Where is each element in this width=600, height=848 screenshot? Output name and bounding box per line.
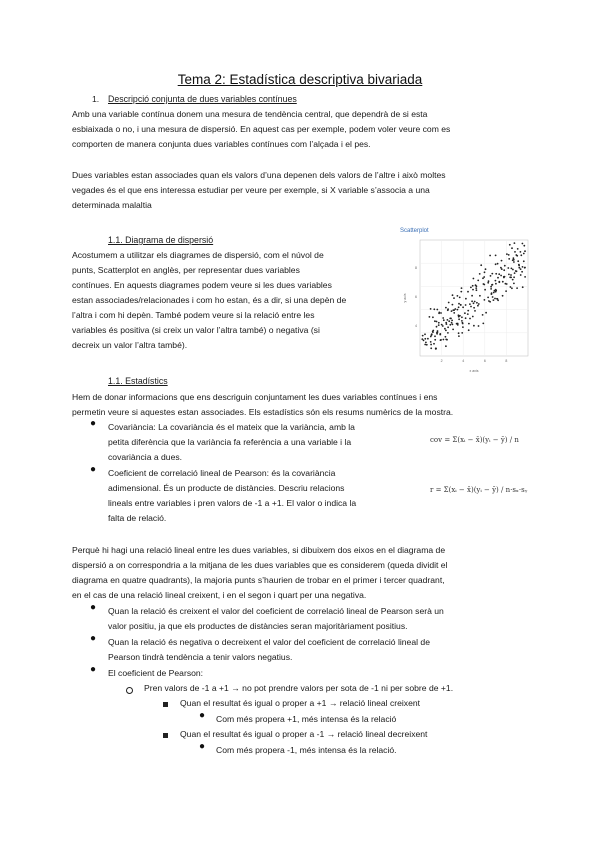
para-line: variables és positiva (si creix un valor l’altra també) o negativa (si [72, 325, 320, 335]
scatter-point [477, 280, 479, 282]
sub-sub-bullet-line: Com més propera -1, més intensa és la relació. [216, 745, 397, 755]
scatter-point [512, 279, 514, 281]
scatter-point [479, 295, 481, 297]
scatter-point [523, 245, 525, 247]
x-tick-label: 6 [483, 359, 486, 363]
scatter-point [505, 290, 507, 292]
scatter-point [480, 264, 482, 266]
scatter-point [510, 286, 512, 288]
scatter-point [472, 316, 474, 318]
scatter-point [451, 320, 453, 322]
scatter-point [443, 339, 445, 341]
scatter-point [520, 251, 522, 253]
scatter-point [523, 260, 525, 262]
para-line: esbiaixada o no, i una mesura de dispersió. En aquest cas per exemple, podem voler veure com es [72, 124, 451, 134]
scatter-point [517, 248, 519, 250]
scatter-point [476, 302, 478, 304]
scatter-point [427, 338, 429, 340]
scatter-point [445, 307, 447, 309]
scatter-point [473, 307, 475, 309]
scatter-point [473, 278, 475, 280]
scatter-point [502, 295, 504, 297]
scatter-point [457, 323, 459, 325]
para-line: diagrama en quatre quadrants), la majoria punts s’haurien de trobar en el primer i tercer quadrant, [72, 575, 445, 585]
scatter-point [524, 276, 526, 278]
scatter-point [459, 297, 461, 299]
scatter-point [444, 328, 446, 330]
y-ticks [415, 266, 417, 328]
para-line: estan associades/relacionades i com ho estan, és a dir, si una depèn de [72, 295, 347, 305]
scatter-point [488, 280, 490, 282]
scatter-point [442, 317, 444, 319]
section-1-heading: Descripció conjunta de dues variables contínues [108, 94, 297, 104]
scatter-point [484, 289, 486, 291]
scatter-point [495, 273, 497, 275]
scatter-point [425, 342, 427, 344]
bullet-line: Quan la relació és creixent el valor del coeficient de correlació lineal de Pearson serà un [108, 606, 444, 616]
scatter-point [514, 251, 516, 253]
scatter-point [458, 335, 460, 337]
scatter-point [520, 274, 522, 276]
sub-bullet-line: Quan el resultat és igual o proper a -1 → relació lineal decreixent [180, 729, 428, 739]
scatter-point [500, 275, 502, 277]
scatter-point [483, 284, 485, 286]
para-line: Amb una variable contínua donem una mesura de tendència central, que dependrà de si esta [72, 109, 428, 119]
section-1-2-heading: 1.1. Estadístics [108, 376, 168, 386]
sub-bullet-line: Quan el resultat és igual o proper a +1 → relació lineal creixent [180, 698, 421, 708]
scatter-point [430, 308, 432, 310]
bullet-icon: ● [90, 633, 97, 644]
scatter-point [467, 291, 469, 293]
scatter-point [452, 309, 454, 311]
scatter-point [429, 316, 431, 318]
scatter-point [478, 303, 480, 305]
scatter-point [501, 260, 503, 262]
scatter-point [431, 333, 433, 335]
scatter-point [492, 296, 494, 298]
scatterplot-title: Scatterplot [400, 228, 429, 234]
para-line: Perquè hi hagi una relació lineal entre les dues variables, si dibuixem dos eixos en el diagrama de [72, 545, 446, 555]
scatter-point [488, 300, 490, 302]
para-line: Hem de donar informacions que ens descriguin conjuntament les dues variables contínues i ens [72, 392, 438, 402]
scatter-point [452, 294, 454, 296]
scatter-point [497, 263, 499, 265]
scatter-point [495, 290, 497, 292]
x-tick-label: 2 [440, 359, 443, 363]
scatter-point [441, 324, 443, 326]
scatter-point [508, 254, 510, 256]
scatter-point [424, 338, 426, 340]
para-line: vegades és el que ens interessa estudiar per veure per exemple, si X variable s’associa a una [72, 185, 430, 195]
scatter-point [434, 320, 436, 322]
scatter-point [424, 344, 426, 346]
scatter-point [447, 319, 449, 321]
scatter-point [471, 300, 473, 302]
scatter-point [512, 259, 514, 261]
scatter-point [505, 283, 507, 285]
scatter-point [476, 289, 478, 291]
y-tick-label: 6 [415, 295, 417, 299]
scatter-point [498, 281, 500, 283]
scatter-point [461, 332, 463, 334]
scatter-point [524, 250, 526, 252]
scatter-point [434, 335, 436, 337]
x-axis-label: x axis [469, 369, 479, 373]
bullet-line: petita diferència que la variància fa referència a una variable i la [108, 437, 352, 447]
scatter-point [430, 347, 432, 349]
bullet-line: El coeficient de Pearson: [108, 668, 204, 678]
para-line: determinada malaltia [72, 200, 152, 210]
scatter-point [493, 299, 495, 301]
scatter-point [517, 260, 519, 262]
scatter-point [432, 316, 434, 318]
scatter-point [436, 326, 438, 328]
scatter-point [511, 287, 513, 289]
scatter-point [451, 322, 453, 324]
scatterplot-svg [398, 224, 532, 374]
scatter-point [508, 274, 510, 276]
y-axis-label: y axis [403, 293, 407, 303]
scatter-point [430, 344, 432, 346]
para-line: dispersió a on correspondria a la mitjana de les dues variables que es considerem (queda dividit el [72, 560, 448, 570]
scatter-point [470, 287, 472, 289]
scatter-point [458, 306, 460, 308]
scatter-point [476, 285, 478, 287]
scatter-point [457, 295, 459, 297]
scatter-point [432, 331, 434, 333]
scatter-point [518, 265, 520, 267]
scatter-point [472, 285, 474, 287]
scatter-point [460, 304, 462, 306]
scatter-point [439, 334, 441, 336]
scatter-point [442, 325, 444, 327]
scatter-point [445, 330, 447, 332]
scatter-point [487, 282, 489, 284]
scatter-point [508, 258, 510, 260]
scatter-point [482, 323, 484, 325]
scatter-point [513, 276, 515, 278]
scatter-point [445, 336, 447, 338]
pearson-formula: r = Σ(xᵢ − x̄)(yᵢ − ȳ) / n·sₓ·sᵧ [430, 486, 528, 494]
scatter-point [523, 253, 525, 255]
scatter-point [465, 304, 467, 306]
scatter-point [503, 269, 505, 271]
scatter-point [502, 281, 504, 283]
scatter-point [438, 322, 440, 324]
scatter-point [446, 339, 448, 341]
scatter-point [498, 273, 500, 275]
scatter-point [504, 276, 506, 278]
scatter-point [421, 338, 423, 340]
scatter-point [452, 329, 454, 331]
scatter-point [522, 243, 524, 245]
scatter-point [468, 323, 470, 325]
scatter-point [440, 312, 442, 314]
hollow-bullet-icon [126, 687, 133, 694]
scatter-point [469, 303, 471, 305]
covariance-formula: cov = Σ(xᵢ − x̄)(yᵢ − ȳ) / n [430, 436, 519, 444]
scatter-point [452, 324, 454, 326]
section-1-1-heading: 1.1. Diagrama de dispersió [108, 235, 214, 245]
scatter-point [484, 271, 486, 273]
bullet-line: lineals entre variables i pren valors de -1 a +1. El valor o indica la [108, 498, 357, 508]
para-line: comporten de manera conjunta dues variables contínues com l’alçada i el pes. [72, 139, 371, 149]
scatter-point [454, 308, 456, 310]
scatter-point [472, 289, 474, 291]
scatter-point [447, 309, 449, 311]
scatter-point [477, 305, 479, 307]
scatter-point [434, 339, 436, 341]
scatter-point [473, 302, 475, 304]
scatter-point [511, 247, 513, 249]
scatter-point [524, 267, 526, 269]
y-tick-label: 8 [415, 266, 417, 270]
para-line: Acostumem a utilitzar els diagrames de dispersió, com el núvol de [72, 250, 324, 260]
scatter-point [512, 269, 514, 271]
scatter-point [465, 298, 467, 300]
para-line: contínues. En aquests diagrames podem veure si les dues variables [72, 280, 332, 290]
scatter-point [482, 314, 484, 316]
scatter-point [460, 291, 462, 293]
scatter-point [514, 272, 516, 274]
square-bullet-icon [163, 733, 168, 738]
scatter-point [461, 320, 463, 322]
scatter-point [449, 318, 451, 320]
bullet-line: falta de relació. [108, 513, 167, 523]
scatter-point [510, 277, 512, 279]
bullet-line: valor positiu, ja que els productes de distàncies seran majoritàriament positius. [108, 621, 408, 631]
scatter-point [435, 348, 437, 350]
scatter-point [518, 267, 520, 269]
para-line: l’altra i com hi depèn. També podem veure si la relació entre les [72, 310, 315, 320]
scatter-point [495, 263, 497, 265]
sub-bullet-line: Pren valors de -1 a +1 → no pot prendre valors per sota de -1 ni per sobre de +1. [144, 683, 454, 693]
bullet-icon: ● [90, 418, 97, 429]
scatter-point [521, 271, 523, 273]
scatter-point [478, 325, 480, 327]
scatter-point [491, 292, 493, 294]
section-1-number: 1. [92, 94, 100, 104]
bullet-line: adimensional. És un producte de distàncies. Descriu relacions [108, 483, 345, 493]
scatter-point [461, 287, 463, 289]
scatter-point [438, 312, 440, 314]
scatter-point [491, 273, 493, 275]
scatter-point [513, 257, 515, 259]
scatter-point [489, 255, 491, 257]
scatter-point [474, 301, 476, 303]
scatter-point [448, 320, 450, 322]
scatter-point [501, 268, 503, 270]
scatter-point [468, 329, 470, 331]
scatter-point [447, 332, 449, 334]
scatter-point [483, 276, 485, 278]
scatter-point [464, 312, 466, 314]
scatter-point [422, 335, 424, 337]
scatter-point [458, 332, 460, 334]
scatter-point [513, 261, 515, 263]
scatter-point [445, 322, 447, 324]
scatter-point [493, 292, 495, 294]
scatter-point [436, 309, 438, 311]
scatter-point [461, 316, 463, 318]
scatter-point [465, 317, 467, 319]
bullet-icon: ● [199, 710, 206, 721]
scatter-point [497, 277, 499, 279]
scatter-point [458, 318, 460, 320]
scatter-point [433, 343, 435, 345]
scatter-point [520, 268, 522, 270]
scatter-point [494, 290, 496, 292]
scatter-point [447, 326, 449, 328]
scatter-point [448, 302, 450, 304]
para-line: en el cas de una relació lineal creixent, i en el segon i quart per una negativa. [72, 590, 367, 600]
scatter-point [443, 319, 445, 321]
scatter-point [433, 308, 435, 310]
data-points [421, 242, 526, 350]
scatter-point [490, 288, 492, 290]
gridlines [420, 240, 528, 356]
para-line: punts, Scatterplot en anglès, per representar dues variables [72, 265, 300, 275]
scatter-point [440, 339, 442, 341]
scatter-point [522, 286, 524, 288]
scatter-point [462, 322, 464, 324]
x-tick-label: 4 [462, 359, 465, 363]
sub-sub-bullet-line: Com més propera +1, més intensa és la relació [216, 714, 397, 724]
bullet-icon: ● [90, 464, 97, 475]
scatter-point [424, 333, 426, 335]
para-line: decreix un valor l’altra també). [72, 340, 188, 350]
y-tick-label: 4 [415, 324, 417, 328]
bullet-icon: ● [90, 664, 97, 675]
scatter-point [516, 287, 518, 289]
scatter-point [467, 313, 469, 315]
scatter-point [471, 295, 473, 297]
scatter-point [451, 310, 453, 312]
scatter-point [462, 326, 464, 328]
scatter-point [473, 325, 475, 327]
bullet-icon: ● [90, 602, 97, 613]
scatter-point [475, 287, 477, 289]
scatter-point [495, 280, 497, 282]
bullet-line: covariància a dues. [108, 452, 183, 462]
scatter-point [470, 306, 472, 308]
scatter-point [445, 345, 447, 347]
bullet-line: Quan la relació és negativa o decreixent el valor del coeficient de correlació lineal de [108, 637, 430, 647]
bullet-line: Pearson tindrà tendència a tenir valors negatius. [108, 652, 293, 662]
x-ticks [441, 359, 508, 363]
scatter-point [516, 270, 518, 272]
scatter-point [495, 255, 497, 257]
scatter-point [509, 244, 511, 246]
scatter-point [513, 283, 515, 285]
scatter-point [510, 274, 512, 276]
scatter-point [520, 254, 522, 256]
scatter-point [459, 315, 461, 317]
page-title: Tema 2: Estadística descriptiva bivariada [177, 72, 423, 87]
bullet-line: Coeficient de correlació lineal de Pearson: és la covariància [108, 468, 336, 478]
para-line: permetin veure si aquestes estan associades. Els estadístics són els resums numèrics de la mostra. [72, 407, 454, 417]
scatter-point [485, 268, 487, 270]
scatter-point [522, 266, 524, 268]
scatter-point [453, 312, 455, 314]
scatter-point [494, 298, 496, 300]
scatter-point [436, 321, 438, 323]
scatter-point [474, 310, 476, 312]
scatter-point [426, 344, 428, 346]
scatter-point [515, 254, 517, 256]
scatter-point [507, 267, 509, 269]
scatter-point [479, 273, 481, 275]
scatter-point [495, 283, 497, 285]
scatter-point [430, 341, 432, 343]
scatter-point [490, 275, 492, 277]
scatter-point [438, 324, 440, 326]
scatter-point [452, 304, 454, 306]
scatter-point [511, 268, 513, 270]
scatter-point [497, 298, 499, 300]
scatter-point [458, 303, 460, 305]
scatter-point [457, 309, 459, 311]
scatter-point [506, 253, 508, 255]
scatter-point [462, 306, 464, 308]
x-tick-label: 8 [505, 359, 508, 363]
scatter-point [469, 318, 471, 320]
scatter-point [449, 324, 451, 326]
scatter-point [467, 310, 469, 312]
para-line: Dues variables estan associades quan els valors d’una depenen dels valors de l’altre i això moltes [72, 170, 446, 180]
scatter-point [514, 242, 516, 244]
square-bullet-icon [163, 702, 168, 707]
scatter-point [504, 265, 506, 267]
scatter-point [430, 336, 432, 338]
bullet-icon: ● [199, 741, 206, 752]
scatter-point [484, 299, 486, 301]
scatterplot-figure [398, 224, 532, 374]
scatter-point [490, 286, 492, 288]
bullet-line: Covariància: La covariància és el mateix que la variància, amb la [108, 422, 355, 432]
scatter-point [437, 331, 439, 333]
plot-frame [420, 240, 528, 356]
scatter-point [492, 284, 494, 286]
scatter-point [487, 297, 489, 299]
scatter-point [453, 297, 455, 299]
scatter-point [485, 312, 487, 314]
